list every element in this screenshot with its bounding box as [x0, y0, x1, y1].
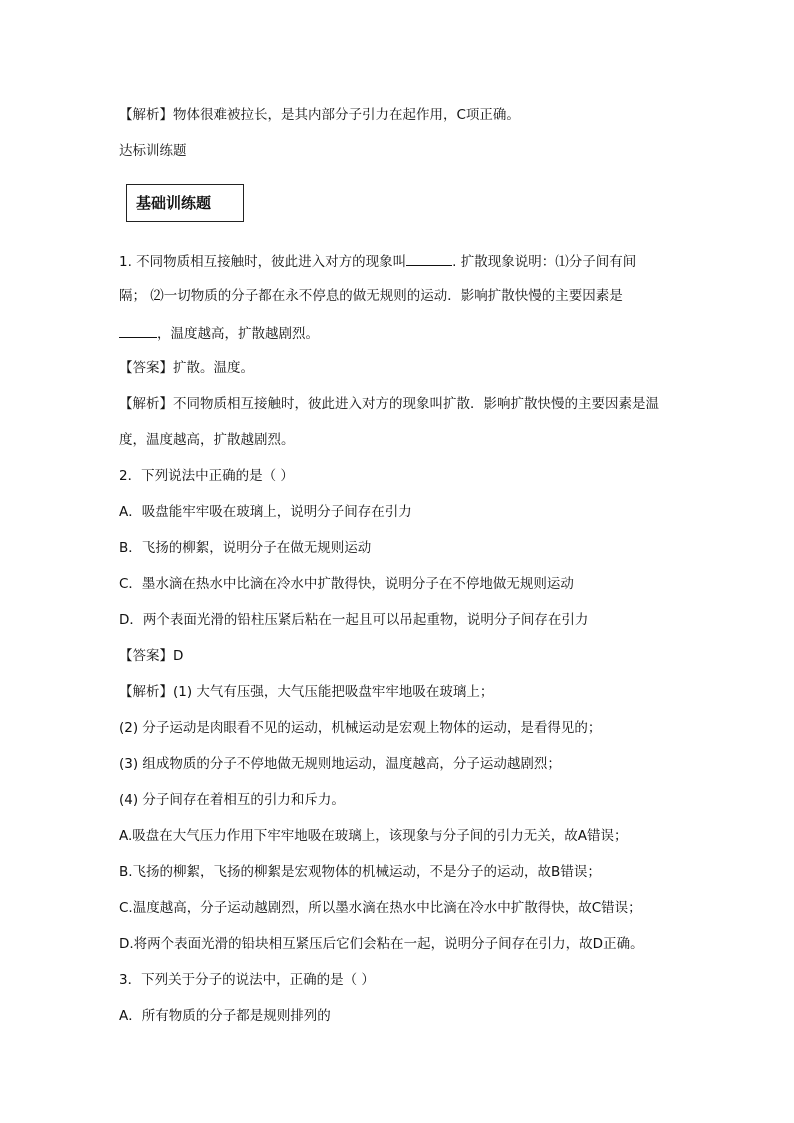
analysis-2-point-2: (2) 分子运动是肉眼看不见的运动，机械运动是宏观上物体的运动，是看得见的； [119, 720, 602, 736]
analysis-2-point-3: (3) 组成物质的分子不停地做无规则地运动，温度越高，分子运动越剧烈； [119, 756, 561, 772]
analysis-2-point-1: 【解析】(1) 大气有压强，大气压能把吸盘牢牢地吸在玻璃上； [119, 684, 494, 700]
question-1-text-a: 1. 不同物质相互接触时，彼此进入对方的现象叫 [119, 254, 407, 270]
question-2-option-d: D．两个表面光滑的铅柱压紧后粘在一起且可以吊起重物，说明分子间存在引力 [119, 612, 589, 628]
analysis-2-option-b: B.飞扬的柳絮，飞扬的柳絮是宏观物体的机械运动，不是分子的运动，故B错误； [119, 864, 601, 880]
answer-1: 【答案】扩散。温度。 [119, 360, 254, 376]
analysis-prev: 【解析】物体很难被拉长，是其内部分子引力在起作用，C项正确。 [119, 107, 520, 123]
analysis-2-option-a: A.吸盘在大气压力作用下牢牢地吸在玻璃上，该现象与分子间的引力无关，故A错误； [119, 828, 628, 844]
answer-2: 【答案】D [119, 648, 184, 664]
question-2-option-a: A．吸盘能牢牢吸在玻璃上，说明分子间存在引力 [119, 504, 412, 520]
question-1-line-2: 隔； ⑵一切物质的分子都在永不停息的做无规则的运动．影响扩散快慢的主要因素是 [119, 288, 623, 304]
analysis-1-line-2: 度，温度越高，扩散越剧烈。 [119, 432, 295, 448]
section-box [126, 184, 244, 222]
section-heading: 达标训练题 [119, 143, 187, 159]
question-1-text-d: ，温度越高，扩散越剧烈。 [157, 326, 319, 342]
analysis-1-line-1: 【解析】不同物质相互接触时，彼此进入对方的现象叫扩散．影响扩散快慢的主要因素是温 [119, 396, 659, 412]
analysis-2-point-4: (4) 分子间存在着相互的引力和斥力。 [119, 792, 345, 808]
question-1-line-1 [119, 251, 636, 271]
question-2-option-c: C．墨水滴在热水中比滴在冷水中扩散得快，说明分子在不停地做无规则运动 [119, 576, 574, 592]
fill-blank-1 [406, 251, 452, 266]
question-2-option-b: B．飞扬的柳絮，说明分子在做无规则运动 [119, 540, 372, 556]
question-3-option-a: A．所有物质的分子都是规则排列的 [119, 1008, 331, 1024]
section-box-title: 基础训练题 [136, 194, 212, 212]
question-1-text-b: . 扩散现象说明：⑴分子间有间 [452, 254, 637, 270]
question-2: 2．下列说法中正确的是（ ） [119, 468, 294, 484]
analysis-2-option-d: D.将两个表面光滑的铅块相互紧压后它们会粘在一起，说明分子间存在引力，故D正确。 [119, 936, 644, 952]
question-3: 3．下列关于分子的说法中，正确的是（ ） [119, 972, 375, 988]
fill-blank-2 [119, 323, 157, 338]
question-1-line-3 [119, 323, 319, 343]
analysis-2-option-c: C.温度越高，分子运动越剧烈，所以墨水滴在热水中比滴在冷水中扩散得快，故C错误； [119, 900, 642, 916]
